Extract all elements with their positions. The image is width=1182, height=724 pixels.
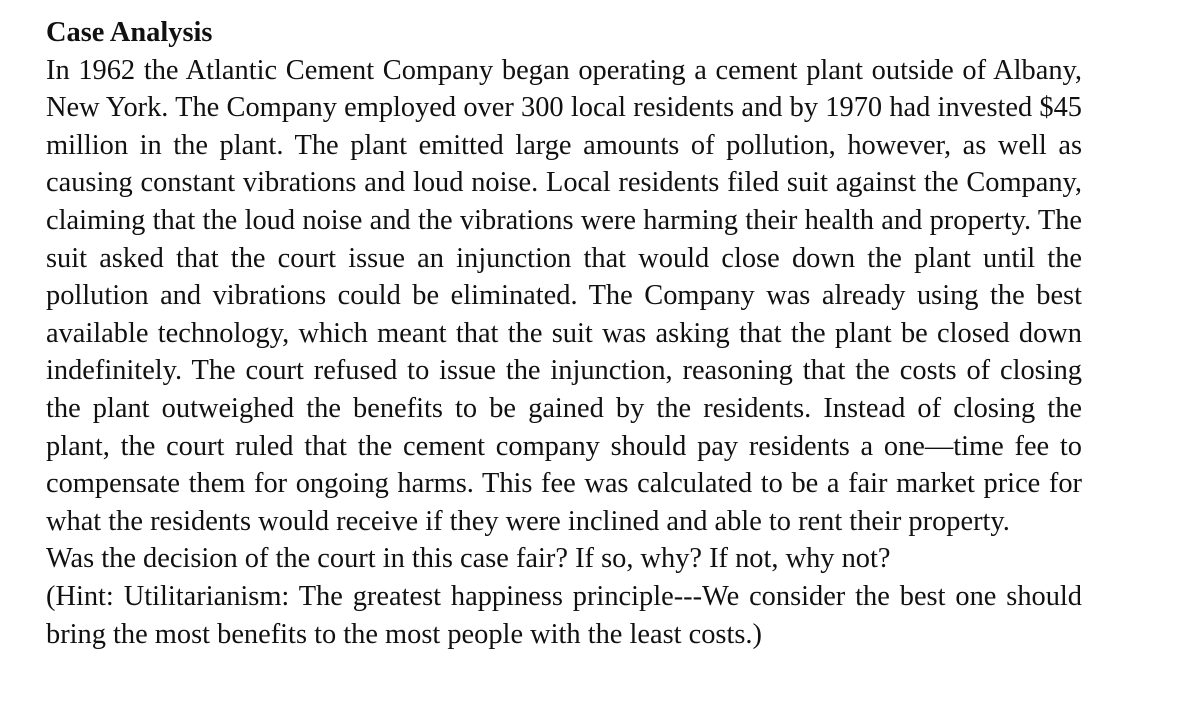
- document-body: [46, 14, 1082, 653]
- question-text: Was the decision of the court in this case fair? If so, why? If not, why not?: [46, 543, 891, 575]
- document-title: Case Analysis: [46, 17, 213, 48]
- case-paragraph: In 1962 the Atlantic Cement Company began operating a cement plant outside of Albany, New York. The Company employed over 300 local residents and by 1970 had invested $45 million in the plant. The plant emitted large amounts of pollution, however, as well as causing constant vibrations and loud noise. Local residents filed suit against the Company, claiming that the loud noise and the vibrations were harming their health and property. The suit asked that the court issue an injunction that would close down the plant until the pollution and vibrations could be eliminated. The Company was already using the best available technology, which meant that the suit was asking that the plant be closed down indefinitely. The court refused to issue the injunction, reasoning that the costs of closing the plant outweighed the benefits to be gained by the residents. Instead of closing the plant, the court ruled that the cement company should pay residents a one—time fee to compensate them for ongoing harms. This fee was calculated to be a fair market price for what the residents would receive if they were inclined and able to rent their property.: [46, 54, 1082, 537]
- hint-text: (Hint: Utilitarianism: The greatest happiness principle---We consider the best one should bring the most benefits to the most people with the least costs.): [46, 580, 1082, 650]
